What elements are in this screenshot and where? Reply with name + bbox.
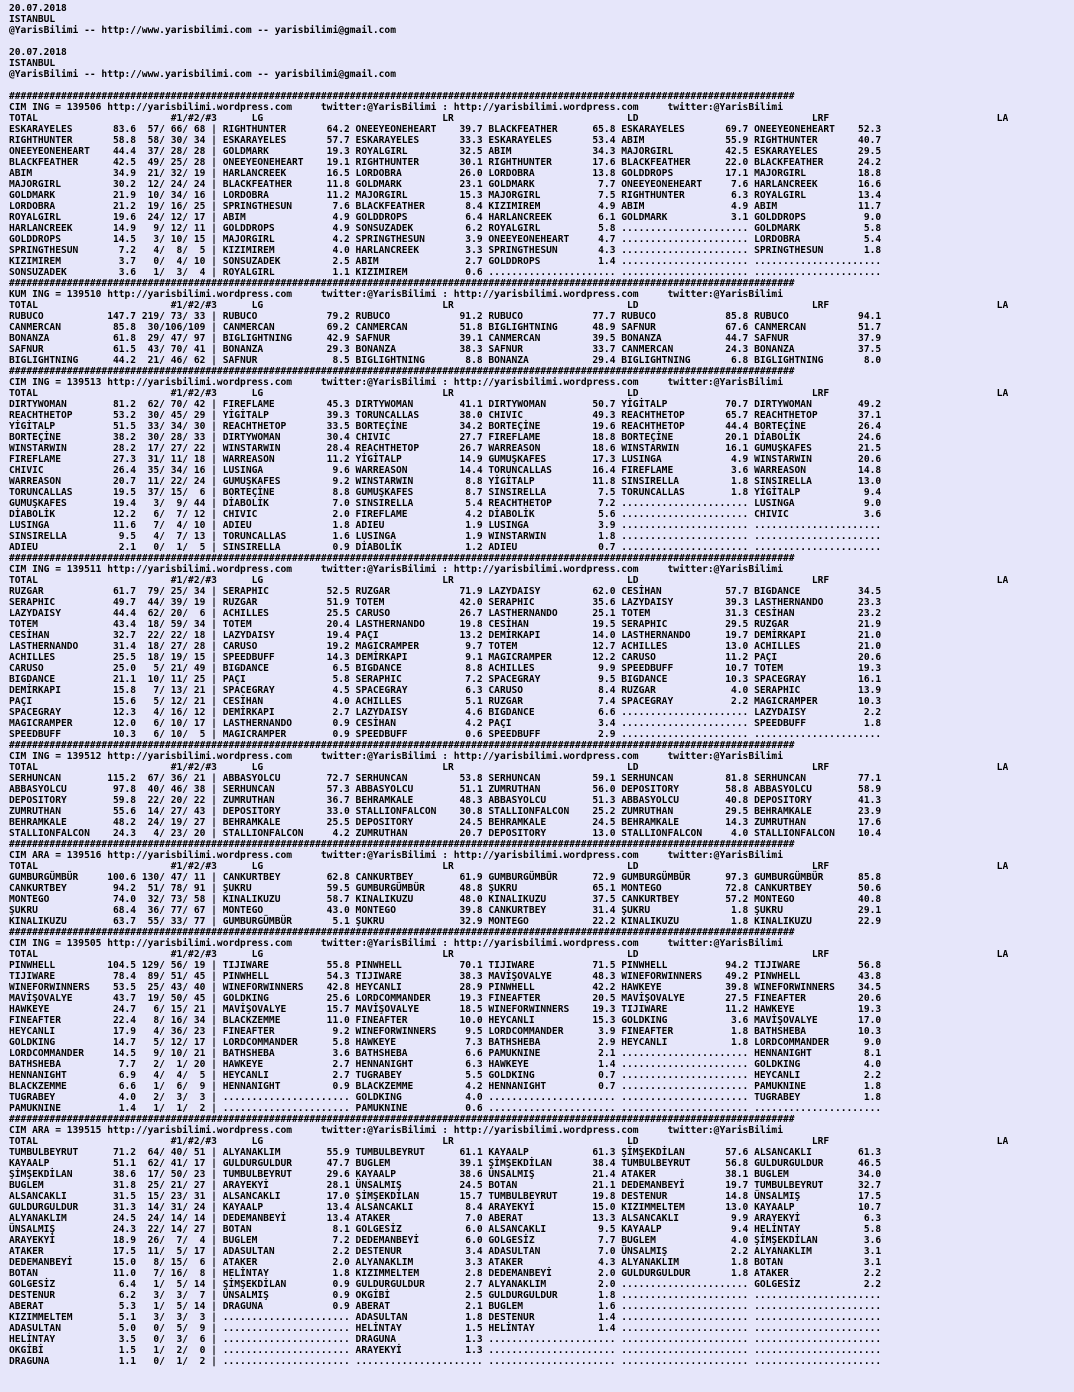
table-row: GOLDKING 14.7 5/ 12/ 17 | LORDCOMMANDER 5.8 HAWKEYE 7.3 BATHSHEBA 2.9 HEYCANLI 1.8 LORDCOMMANDER 9.0 [9, 1037, 882, 1048]
table-row: BATHSHEBA 7.7 2/ 1/ 20 | HAWKEYE 2.7 HENNANIGHT 6.3 HAWKEYE 1.4 ...................... GOLDKING 4.0 [9, 1059, 882, 1070]
table-row: DIRTYWOMAN 81.2 62/ 70/ 42 | FIREFLAME 45.3 DIRTYWOMAN 41.1 DIRTYWOMAN 50.7 YİGİTALP 70.7 DIRTYWOMAN 49.2 [9, 399, 882, 410]
table-row: MAGICRAMPER 12.0 6/ 10/ 17 | LASTHERNANDO 0.9 CESİHAN 4.2 PAÇI 3.4 ...................... SPEEDBUFF 1.8 [9, 718, 882, 729]
table-row: KAYAALP 51.1 62/ 41/ 17 | GULDURGULDUR 47.7 BUGLEM 39.1 ŞİMŞEKDİLAN 38.4 TUMBULBEYRUT 56.8 GULDURGULDUR 46.5 [9, 1158, 882, 1169]
table-row: SPEEDBUFF 10.3 6/ 10/ 5 | MAGICRAMPER 0.9 SPEEDBUFF 0.6 SPEEDBUFF 2.9 ...................... ...................... [9, 729, 882, 740]
table-row: YİGİTALP 51.5 33/ 34/ 30 | REACHTHETOP 33.5 BORTEÇİNE 34.2 BORTEÇİNE 19.6 REACHTHETOP 44.4 BORTEÇİNE 26.4 [9, 421, 882, 432]
column-header: TOTAL #1/#2/#3 LG LR LD LRF LA [9, 861, 1009, 872]
race-report-document [9, 3, 1008, 1367]
table-row: HARLANCREEK 14.9 9/ 12/ 11 | GOLDDROPS 4.9 SONSUZADEK 6.2 ROYALGIRL 5.8 ...................... GOLDMARK 5.8 [9, 223, 882, 234]
table-row: WARREASON 20.7 11/ 22/ 24 | GUMUŞKAFES 9.2 WINSTARWIN 8.8 YİGİTALP 11.8 SINSIRELLA 1.8 SINSIRELLA 13.0 [9, 476, 882, 487]
table-row: BOTAN 11.0 7/ 16/ 8 | HELİNTAY 1.8 KIZIMMELTEM 2.8 DEDEMANBEYİ 2.0 GULDURGULDUR 1.8 ATAKER 2.2 [9, 1268, 882, 1279]
table-row: ŞUKRU 68.4 36/ 77/ 67 | MONTEGO 43.0 MONTEGO 39.8 CANKURTBEY 31.4 ŞUKRU 1.8 ŞUKRU 29.1 [9, 905, 882, 916]
table-row: SPRINGTHESUN 7.2 4/ 8/ 5 | KIZIMIREM 4.0 HARLANCREEK 3.3 SPRINGTHESUN 4.3 ...................... SPRINGTHESUN 1.8 [9, 245, 882, 256]
table-row: GOLDMARK 21.9 10/ 34/ 16 | LORDOBRA 11.2 MAJORGIRL 15.3 MAJORGIRL 7.5 RIGHTHUNTER 6.3 ROYALGIRL 13.4 [9, 190, 882, 201]
table-row: LORDOBRA 21.2 19/ 16/ 25 | SPRINGTHESUN 7.6 BLACKFEATHER 8.4 KIZIMIREM 4.9 ABIM 4.9 ABIM 11.7 [9, 201, 882, 212]
race-header: CIM ING = 139505 http://yarisbilimi.wordpress.com twitter:@YarisBilimi : http://yarisbilimi.wordpress.com twitter:@YarisBilimi [9, 938, 783, 949]
table-row: HENNANIGHT 6.9 4/ 4/ 5 | HEYCANLI 2.7 TUGRABEY 5.5 GOLDKING 0.7 ...................... HEYCANLI 2.2 [9, 1070, 882, 1081]
table-row: TUMBULBEYRUT 71.2 64/ 40/ 51 | ALYANAKLIM 55.9 TUMBULBEYRUT 61.1 KAYAALP 61.3 ŞİMŞEKDİLAN 57.6 ALSANCAKLI 61.3 [9, 1147, 882, 1158]
table-row: MONTEGO 74.0 32/ 73/ 58 | KINALIKUZU 58.7 KINALIKUZU 48.0 KINALIKUZU 37.5 CANKURTBEY 57.2 MONTEGO 40.8 [9, 894, 882, 905]
blank-line [9, 36, 1008, 47]
table-row: SONSUZADEK 3.6 1/ 3/ 4 | ROYALGIRL 1.1 KIZIMIREM 0.6 ...................... ...................... ...................... [9, 267, 882, 278]
table-row: SINSIRELLA 9.5 4/ 7/ 13 | TORUNCALLAS 1.6 LUSINGA 1.9 WINSTARWIN 1.8 ...................... ...................... [9, 531, 882, 542]
table-row: GUMUŞKAFES 19.4 3/ 9/ 44 | DİABOLİK 7.0 SINSIRELLA 5.4 REACHTHETOP 7.2 ...................... LUSINGA 9.0 [9, 498, 882, 509]
table-row: KIZIMMELTEM 5.1 3/ 3/ 3 | ...................... ADASULTAN 1.8 DESTENUR 1.4 ...................... ...................... [9, 1312, 882, 1323]
table-row: ABERAT 5.3 1/ 5/ 14 | DRAGUNA 0.9 ABERAT 2.1 BUGLEM 1.6 ...................... ...................... [9, 1301, 882, 1312]
column-header: TOTAL #1/#2/#3 LG LR LD LRF LA [9, 388, 1009, 399]
table-row: ABIM 34.9 21/ 32/ 19 | HARLANCREEK 16.5 LORDOBRA 26.0 LORDOBRA 13.8 GOLDDROPS 17.1 MAJORGIRL 18.8 [9, 168, 882, 179]
column-header: TOTAL #1/#2/#3 LG LR LD LRF LA [9, 949, 1009, 960]
column-header: TOTAL #1/#2/#3 LG LR LD LRF LA [9, 1136, 1009, 1147]
table-row: WINEFORWINNERS 53.5 25/ 43/ 40 | WINEFORWINNERS 42.8 HEYCANLI 28.9 PINWHELL 42.2 HAWKEYE 39.8 WINEFORWINNERS 34.5 [9, 982, 882, 993]
table-row: SERHUNCAN 115.2 67/ 36/ 21 | ABBASYOLCU 72.7 SERHUNCAN 53.8 SERHUNCAN 59.1 SERHUNCAN 81.8 SERHUNCAN 77.1 [9, 773, 882, 784]
table-row: SAFNUR 61.5 43/ 70/ 41 | BONANZA 29.3 BONANZA 38.3 SAFNUR 33.7 CANMERCAN 24.3 BONANZA 37.5 [9, 344, 882, 355]
table-row: HELİNTAY 3.5 0/ 3/ 6 | ...................... DRAGUNA 1.3 ...................... ...................... ...................... [9, 1334, 882, 1345]
table-row: RIGHTHUNTER 58.8 58/ 30/ 34 | ESKARAYELES 57.7 ESKARAYELES 33.3 ESKARAYELES 53.4 ABIM 55.9 RIGHTHUNTER 40.7 [9, 135, 882, 146]
table-row: ŞİMŞEKDİLAN 38.6 17/ 50/ 23 | TUMBULBEYRUT 29.6 KAYAALP 38.6 ÜNSALMIŞ 21.4 ATAKER 38.1 BUGLEM 34.0 [9, 1169, 882, 1180]
table-row: BORTEÇİNE 38.2 30/ 28/ 33 | DIRTYWOMAN 30.4 CHIVIC 27.7 FIREFLAME 18.8 BORTEÇİNE 20.1 DİABOLİK 24.6 [9, 432, 882, 443]
table-row: CARUSO 25.0 5/ 21/ 49 | BIGDANCE 6.5 BIGDANCE 8.8 ACHILLES 9.9 SPEEDBUFF 10.7 TOTEM 19.3 [9, 663, 882, 674]
table-row: ALSANCAKLI 31.5 15/ 23/ 31 | ALSANCAKLI 17.0 ŞİMŞEKDİLAN 15.7 TUMBULBEYRUT 19.8 DESTENUR 14.8 ÜNSALMIŞ 17.5 [9, 1191, 882, 1202]
table-row: DİABOLİK 12.2 6/ 7/ 12 | CHIVIC 2.0 FIREFLAME 4.2 DİABOLİK 5.6 ...................... CHIVIC 3.6 [9, 509, 882, 520]
table-row: LAZYDAISY 44.4 62/ 20/ 6 | ACHILLES 25.5 CARUSO 26.7 LASTHERNANDO 25.1 TOTEM 31.3 CESİHAN 23.2 [9, 608, 882, 619]
table-row: FIREFLAME 27.3 31/ 11/ 18 | WARREASON 11.2 YİGİTALP 14.9 GUMUŞKAFES 17.3 LUSINGA 4.9 WINSTARWIN 20.6 [9, 454, 882, 465]
table-row: LORDCOMMANDER 14.5 9/ 10/ 21 | BATHSHEBA 3.6 BATHSHEBA 6.6 PAMUKNINE 2.1 ...................... HENNANIGHT 8.1 [9, 1048, 882, 1059]
table-row: MAVİŞOVALYE 43.7 19/ 50/ 45 | GOLDKING 25.6 LORDCOMMANDER 19.3 FINEAFTER 20.5 MAVİŞOVALYE 27.5 FINEAFTER 20.6 [9, 993, 882, 1004]
table-row: ALYANAKLIM 24.5 24/ 14/ 14 | DEDEMANBEYİ 13.4 ATAKER 7.0 ABERAT 13.3 ALSANCAKLI 9.9 ARAYEKYİ 6.3 [9, 1213, 882, 1224]
table-row: OKGİBİ 1.5 1/ 2/ 0 | ...................... ARAYEKYİ 1.3 ...................... ...................... ...................... [9, 1345, 882, 1356]
table-row: GUMBURGÜMBÜR 100.6 130/ 47/ 11 | CANKURTBEY 62.8 CANKURTBEY 61.9 GUMBURGÜMBÜR 72.9 GUMBURGÜMBÜR 97.3 GUMBURGÜMBÜR 85.8 [9, 872, 882, 883]
separator-line: ######################################################################################################################################## [9, 740, 795, 751]
table-row: CANKURTBEY 94.2 51/ 78/ 91 | ŞUKRU 59.5 GUMBURGÜMBÜR 48.8 ŞUKRU 65.1 MONTEGO 72.8 CANKURTBEY 50.6 [9, 883, 882, 894]
table-row: CHIVIC 26.4 35/ 34/ 16 | LUSINGA 9.6 WARREASON 14.4 TORUNCALLAS 16.4 FIREFLAME 3.6 WARREASON 14.8 [9, 465, 882, 476]
table-row: ADASULTAN 5.0 0/ 5/ 9 | ...................... HELİNTAY 1.5 HELİNTAY 1.4 ...................... ...................... [9, 1323, 882, 1334]
table-row: ABBASYOLCU 97.8 40/ 46/ 38 | SERHUNCAN 57.3 ABBASYOLCU 51.1 ZUMRUTHAN 56.0 DEPOSITORY 58.8 ABBASYOLCU 58.9 [9, 784, 882, 795]
table-row: LASTHERNANDO 31.4 18/ 27/ 28 | CARUSO 19.2 MAGICRAMPER 9.7 TOTEM 12.7 ACHILLES 13.0 ACHILLES 21.0 [9, 641, 882, 652]
table-row: BEHRAMKALE 48.2 24/ 19/ 27 | BEHRAMKALE 25.5 DEPOSITORY 24.5 BEHRAMKALE 24.5 BEHRAMKALE 14.3 ZUMRUTHAN 17.6 [9, 817, 882, 828]
table-row: ZUMRUTHAN 55.6 14/ 27/ 43 | DEPOSITORY 33.0 STALLIONFALCON 30.8 STALLIONFALCON 25.2 ZUMRUTHAN 29.5 BEHRAMKALE 23.9 [9, 806, 882, 817]
table-row: BLACKZEMME 6.6 1/ 6/ 9 | HENNANIGHT 0.9 BLACKZEMME 4.2 HENNANIGHT 0.7 ...................... PAMUKNINE 1.8 [9, 1081, 882, 1092]
report-contact: @YarisBilimi -- http://www.yarisbilimi.com -- yarisbilimi@gmail.com [9, 25, 396, 36]
table-row: RUBUCO 147.7 219/ 73/ 33 | RUBUCO 79.2 RUBUCO 91.2 RUBUCO 77.7 RUBUCO 85.8 RUBUCO 94.1 [9, 311, 882, 322]
table-row: WINSTARWIN 28.2 17/ 27/ 22 | WINSTARWIN 28.4 REACHTHETOP 26.7 WARREASON 18.6 WINSTARWIN 16.1 GUMUŞKAFES 21.5 [9, 443, 882, 454]
table-row: CANMERCAN 85.8 30/106/109 | CANMERCAN 69.2 CANMERCAN 51.8 BIGLIGHTNING 48.9 SAFNUR 67.6 CANMERCAN 51.7 [9, 322, 882, 333]
column-header: TOTAL #1/#2/#3 LG LR LD LRF LA [9, 762, 1009, 773]
separator-line: ######################################################################################################################################## [9, 927, 795, 938]
table-row: STALLIONFALCON 24.3 4/ 23/ 20 | STALLIONFALCON 4.2 ZUMRUTHAN 20.7 DEPOSITORY 13.0 STALLIONFALCON 4.0 STALLIONFALCON 10.4 [9, 828, 882, 839]
table-row: LUSINGA 11.6 7/ 4/ 10 | ADIEU 1.8 ADIEU 1.9 LUSINGA 3.9 ...................... ...................... [9, 520, 882, 531]
table-row: ROYALGIRL 19.6 24/ 12/ 17 | ABIM 4.9 GOLDDROPS 6.4 HARLANCREEK 6.1 GOLDMARK 3.1 GOLDDROPS 9.0 [9, 212, 882, 223]
table-row: HAWKEYE 24.7 6/ 15/ 21 | MAVİŞOVALYE 15.7 MAVİŞOVALYE 18.5 WINEFORWINNERS 19.3 TIJIWARE 11.2 HAWKEYE 19.3 [9, 1004, 882, 1015]
table-row: MAJORGIRL 30.2 12/ 24/ 24 | BLACKFEATHER 11.8 GOLDMARK 23.1 GOLDMARK 7.7 ONEEYEONEHEART 7.6 HARLANCREEK 16.6 [9, 179, 882, 190]
table-row: KINALIKUZU 63.7 55/ 33/ 77 | GUMBURGÜMBÜR 5.1 ŞUKRU 32.9 MONTEGO 22.2 KINALIKUZU 1.8 KINALIKUZU 22.9 [9, 916, 882, 927]
table-row: FINEAFTER 22.4 8/ 16/ 34 | BLACKZEMME 11.0 FINEAFTER 10.0 HEYCANLI 15.3 GOLDKING 3.6 MAVİŞOVALYE 17.0 [9, 1015, 882, 1026]
race-header: KUM ING = 139510 http://yarisbilimi.wordpress.com twitter:@YarisBilimi : http://yarisbilimi.wordpress.com twitter:@YarisBilimi [9, 289, 783, 300]
table-row: SPACEGRAY 12.3 4/ 16/ 12 | DEMİRKAPI 2.7 LAZYDAISY 4.6 BIGDANCE 6.6 ...................... LAZYDAISY 2.2 [9, 707, 882, 718]
report-date: 20.07.2018 [9, 3, 67, 14]
table-row: BIGLIGHTNING 44.2 21/ 46/ 62 | SAFNUR 8.5 BIGLIGHTNING 8.8 BONANZA 29.4 BIGLIGHTNING 6.8 BIGLIGHTNING 8.0 [9, 355, 882, 366]
column-header: TOTAL #1/#2/#3 LG LR LD LRF LA [9, 575, 1009, 586]
table-row: CESİHAN 32.7 22/ 22/ 18 | LAZYDAISY 19.4 PAÇI 13.2 DEMİRKAPI 14.0 LASTHERNANDO 19.7 DEMİRKAPI 21.0 [9, 630, 882, 641]
table-row: TIJIWARE 78.4 89/ 51/ 45 | PINWHELL 54.3 TIJIWARE 38.3 MAVİŞOVALYE 48.3 WINEFORWINNERS 49.2 PINWHELL 43.8 [9, 971, 882, 982]
table-row: BIGDANCE 21.1 10/ 11/ 25 | PAÇI 5.8 SERAPHIC 7.2 SPACEGRAY 9.5 BIGDANCE 10.3 SPACEGRAY 16.1 [9, 674, 882, 685]
table-row: PAMUKNINE 1.4 1/ 1/ 2 | ...................... PAMUKNINE 0.6 ...................... ...................... ...................... [9, 1103, 882, 1114]
table-row: ÜNSALMIŞ 24.3 22/ 14/ 27 | BOTAN 8.1 GOLGESİZ 6.0 ALSANCAKLI 9.5 KAYAALP 9.4 HELİNTAY 5.8 [9, 1224, 882, 1235]
table-row: DEPOSITORY 59.8 22/ 20/ 22 | ZUMRUTHAN 36.7 BEHRAMKALE 48.3 ABBASYOLCU 51.3 ABBASYOLCU 40.8 DEPOSITORY 41.3 [9, 795, 882, 806]
table-row: GOLGESİZ 6.4 1/ 5/ 14 | ŞİMŞEKDİLAN 0.9 GULDURGULDUR 2.7 ALYANAKLIM 2.0 ...................... GOLGESİZ 2.2 [9, 1279, 882, 1290]
table-row: DEDEMANBEYİ 15.0 8/ 15/ 6 | ATAKER 2.0 ALYANAKLIM 3.3 ATAKER 4.3 ALYANAKLIM 1.8 BOTAN 3.1 [9, 1257, 882, 1268]
race-header: CIM ING = 139511 http://yarisbilimi.wordpress.com twitter:@YarisBilimi : http://yarisbilimi.wordpress.com twitter:@YarisBilimi [9, 564, 783, 575]
table-row: BLACKFEATHER 42.5 49/ 25/ 28 | ONEEYEONEHEART 19.1 RIGHTHUNTER 30.1 RIGHTHUNTER 17.6 BLACKFEATHER 22.0 BLACKFEATHER 24.2 [9, 157, 882, 168]
race-header: CIM ING = 139512 http://yarisbilimi.wordpress.com twitter:@YarisBilimi : http://yarisbilimi.wordpress.com twitter:@YarisBilimi [9, 751, 783, 762]
table-row: DESTENUR 6.2 3/ 3/ 7 | ÜNSALMIŞ 0.9 OKGİBİ 2.5 GULDURGULDUR 1.8 ...................... ...................... [9, 1290, 882, 1301]
table-row: ARAYEKYİ 18.9 26/ 7/ 4 | BUGLEM 7.2 DEDEMANBEYİ 6.0 GOLGESİZ 7.7 BUGLEM 4.0 ŞİMŞEKDİLAN 3.6 [9, 1235, 882, 1246]
separator-line: ######################################################################################################################################## [9, 366, 795, 377]
race-header: CIM ING = 139513 http://yarisbilimi.wordpress.com twitter:@YarisBilimi : http://yarisbilimi.wordpress.com twitter:@YarisBilimi [9, 377, 783, 388]
table-row: BUGLEM 31.8 25/ 21/ 27 | ARAYEKYİ 28.1 ÜNSALMIŞ 24.5 BOTAN 21.1 DEDEMANBEYİ 19.7 TUMBULBEYRUT 32.7 [9, 1180, 882, 1191]
table-row: ATAKER 17.5 11/ 5/ 17 | ADASULTAN 2.2 DESTENUR 3.4 ADASULTAN 7.0 ÜNSALMIŞ 2.2 ALYANAKLIM 3.1 [9, 1246, 882, 1257]
table-row: ONEEYEONEHEART 44.4 37/ 28/ 28 | GOLDMARK 19.3 ROYALGIRL 32.5 ABIM 34.3 MAJORGIRL 42.5 ESKARAYELES 29.5 [9, 146, 882, 157]
table-row: TORUNCALLAS 19.5 37/ 15/ 6 | BORTEÇİNE 8.8 GUMUŞKAFES 8.7 SINSIRELLA 7.5 TORUNCALLAS 1.8 YİGİTALP 9.4 [9, 487, 882, 498]
table-row: BONANZA 61.8 29/ 47/ 97 | BIGLIGHTNING 42.9 SAFNUR 39.1 CANMERCAN 39.5 BONANZA 44.7 SAFNUR 37.9 [9, 333, 882, 344]
separator-line: ######################################################################################################################################## [9, 1114, 795, 1125]
separator-line: ######################################################################################################################################## [9, 91, 795, 102]
table-row: ESKARAYELES 83.6 57/ 66/ 68 | RIGHTHUNTER 64.2 ONEEYEONEHEART 39.7 BLACKFEATHER 65.8 ESKARAYELES 69.7 ONEEYEONEHEART 52.3 [9, 124, 882, 135]
race-header: CIM ING = 139506 http://yarisbilimi.wordpress.com twitter:@YarisBilimi : http://yarisbilimi.wordpress.com twitter:@YarisBilimi [9, 102, 783, 113]
report-date: 20.07.2018 [9, 47, 67, 58]
separator-line: ######################################################################################################################################## [9, 278, 795, 289]
table-row: HEYCANLI 17.9 4/ 36/ 23 | FINEAFTER 9.2 WINEFORWINNERS 9.5 LORDCOMMANDER 3.9 FINEAFTER 1.8 BATHSHEBA 10.3 [9, 1026, 882, 1037]
race-header: CIM ARA = 139515 http://yarisbilimi.wordpress.com twitter:@YarisBilimi : http://yarisbilimi.wordpress.com twitter:@YarisBilimi [9, 1125, 783, 1136]
table-row: KIZIMIREM 3.7 0/ 4/ 10 | SONSUZADEK 2.5 ABIM 2.7 GOLDDROPS 1.4 ...................... ...................... [9, 256, 882, 267]
table-row: ADIEU 2.1 0/ 1/ 5 | SINSIRELLA 0.9 DİABOLİK 1.2 ADIEU 0.7 ...................... ...................... [9, 542, 882, 553]
table-row: PAÇI 15.6 5/ 12/ 21 | CESİHAN 4.0 ACHILLES 5.1 RUZGAR 7.4 SPACEGRAY 2.2 MAGICRAMPER 10.3 [9, 696, 882, 707]
table-row: DRAGUNA 1.1 0/ 1/ 2 | ...................... ...................... ...................... ...................... ...................... [9, 1356, 882, 1367]
separator-line: ######################################################################################################################################## [9, 839, 795, 850]
separator-line: ######################################################################################################################################## [9, 553, 795, 564]
table-row: GULDURGULDUR 31.3 14/ 31/ 24 | KAYAALP 13.4 ALSANCAKLI 8.4 ARAYEKYİ 15.0 KIZIMMELTEM 13.0 KAYAALP 10.7 [9, 1202, 882, 1213]
report-city: ISTANBUL [9, 58, 56, 69]
race-header: CIM ARA = 139516 http://yarisbilimi.wordpress.com twitter:@YarisBilimi : http://yarisbilimi.wordpress.com twitter:@YarisBilimi [9, 850, 783, 861]
table-row: REACHTHETOP 53.2 30/ 45/ 29 | YİGİTALP 39.3 TORUNCALLAS 38.0 CHIVIC 49.3 REACHTHETOP 65.7 REACHTHETOP 37.1 [9, 410, 882, 421]
column-header: TOTAL #1/#2/#3 LG LR LD LRF LA [9, 300, 1009, 311]
table-row: PINWHELL 104.5 129/ 56/ 19 | TIJIWARE 55.8 PINWHELL 70.1 TIJIWARE 71.5 PINWHELL 94.2 TIJIWARE 56.8 [9, 960, 882, 971]
table-row: RUZGAR 61.7 79/ 25/ 34 | SERAPHIC 52.5 RUZGAR 71.9 LAZYDAISY 62.0 CESİHAN 57.7 BIGDANCE 34.5 [9, 586, 882, 597]
table-row: GOLDDROPS 14.5 3/ 10/ 15 | MAJORGIRL 4.2 SPRINGTHESUN 3.9 ONEEYEONEHEART 4.7 ...................... LORDOBRA 5.4 [9, 234, 882, 245]
table-row: SERAPHIC 49.7 44/ 39/ 19 | RUZGAR 51.9 TOTEM 42.0 SERAPHIC 35.6 LAZYDAISY 39.3 LASTHERNANDO 23.3 [9, 597, 882, 608]
report-city: ISTANBUL [9, 14, 56, 25]
report-contact: @YarisBilimi -- http://www.yarisbilimi.com -- yarisbilimi@gmail.com [9, 69, 396, 80]
table-row: TUGRABEY 4.0 2/ 3/ 3 | ...................... GOLDKING 4.0 ...................... ...................... TUGRABEY 1.8 [9, 1092, 882, 1103]
table-row: ACHILLES 25.5 18/ 19/ 15 | SPEEDBUFF 14.3 DEMİRKAPI 9.1 MAGICRAMPER 12.2 CARUSO 11.2 PAÇI 20.6 [9, 652, 882, 663]
table-row: DEMİRKAPI 15.8 7/ 13/ 21 | SPACEGRAY 4.5 SPACEGRAY 6.3 CARUSO 8.4 RUZGAR 4.0 SERAPHIC 13.9 [9, 685, 882, 696]
blank-line [9, 80, 1008, 91]
table-row: TOTEM 43.4 18/ 59/ 34 | TOTEM 20.4 LASTHERNANDO 19.8 CESİHAN 19.5 SERAPHIC 29.5 RUZGAR 21.9 [9, 619, 882, 630]
column-header: TOTAL #1/#2/#3 LG LR LD LRF LA [9, 113, 1009, 124]
